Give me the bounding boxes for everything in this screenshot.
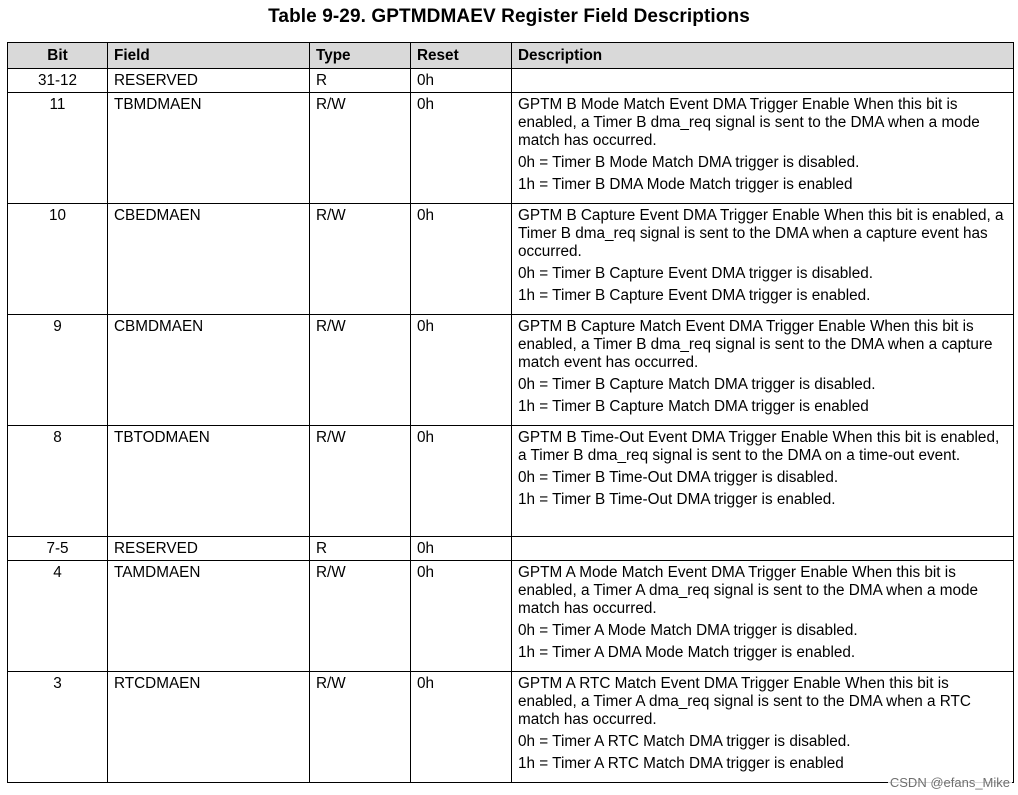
enum-value-0: 0h = Timer A Mode Match DMA trigger is disabled.	[518, 622, 858, 639]
cell-bit: 7-5	[8, 537, 108, 561]
cell-reset: 0h	[411, 93, 512, 204]
column-header-field: Field	[108, 43, 310, 69]
cell-bit: 11	[8, 93, 108, 204]
enum-value-0: 0h = Timer B Capture Event DMA trigger is disabled.	[518, 265, 873, 282]
cell-description	[512, 672, 1014, 783]
column-header-reset: Reset	[411, 43, 512, 69]
cell-reset: 0h	[411, 537, 512, 561]
cell-bit: 31-12	[8, 69, 108, 93]
cell-field: TBTODMAEN	[108, 426, 310, 537]
cell-reset: 0h	[411, 561, 512, 672]
cell-field: CBEDMAEN	[108, 204, 310, 315]
cell-description	[512, 537, 1014, 561]
enum-value-0: 0h = Timer B Time-Out DMA trigger is disabled.	[518, 469, 839, 486]
cell-reset: 0h	[411, 672, 512, 783]
description-text: GPTM B Mode Match Event DMA Trigger Enable When this bit is enabled, a Timer B dma_req signal is sent to the DMA when a mode match has occurred.	[518, 96, 980, 149]
table-row	[8, 315, 1014, 426]
table-row	[8, 537, 1014, 561]
table-row	[8, 93, 1014, 204]
enum-value-1: 1h = Timer B Time-Out DMA trigger is enabled.	[518, 491, 836, 508]
table-title: Table 9-29. GPTMDMAEV Register Field Descriptions	[268, 6, 750, 27]
enum-value-0: 0h = Timer A RTC Match DMA trigger is disabled.	[518, 733, 851, 750]
cell-bit: 3	[8, 672, 108, 783]
cell-description	[512, 69, 1014, 93]
column-header-type: Type	[310, 43, 411, 69]
cell-description	[512, 93, 1014, 204]
enum-value-1: 1h = Timer A RTC Match DMA trigger is enabled	[518, 755, 844, 772]
cell-description	[512, 426, 1014, 537]
cell-type: R/W	[310, 315, 411, 426]
enum-value-0: 0h = Timer B Capture Match DMA trigger is disabled.	[518, 376, 876, 393]
description-text: GPTM B Time-Out Event DMA Trigger Enable When this bit is enabled, a Timer B dma_req signal is sent to the DMA on a time-out event.	[518, 429, 1000, 464]
register-field-table	[7, 42, 1014, 783]
cell-field: RESERVED	[108, 69, 310, 93]
description-text: GPTM A RTC Match Event DMA Trigger Enable When this bit is enabled, a Timer A dma_req signal is sent to the DMA when a RTC match has occurred.	[518, 675, 971, 728]
cell-field: TBMDMAEN	[108, 93, 310, 204]
column-header-description: Description	[512, 43, 1014, 69]
cell-reset: 0h	[411, 315, 512, 426]
cell-bit: 9	[8, 315, 108, 426]
cell-bit: 4	[8, 561, 108, 672]
cell-description	[512, 315, 1014, 426]
cell-description	[512, 561, 1014, 672]
cell-field: CBMDMAEN	[108, 315, 310, 426]
table-row	[8, 69, 1014, 93]
cell-type: R/W	[310, 204, 411, 315]
enum-value-1: 1h = Timer A DMA Mode Match trigger is enabled.	[518, 644, 856, 661]
cell-field: TAMDMAEN	[108, 561, 310, 672]
cell-field: RTCDMAEN	[108, 672, 310, 783]
table-row	[8, 561, 1014, 672]
enum-value-1: 1h = Timer B DMA Mode Match trigger is enabled	[518, 176, 853, 193]
cell-reset: 0h	[411, 426, 512, 537]
cell-field: RESERVED	[108, 537, 310, 561]
cell-bit: 8	[8, 426, 108, 537]
cell-type: R/W	[310, 672, 411, 783]
cell-type: R/W	[310, 93, 411, 204]
enum-value-1: 1h = Timer B Capture Match DMA trigger is enabled	[518, 398, 869, 415]
watermark: CSDN @efans_Mike	[889, 775, 1010, 790]
cell-type: R	[310, 69, 411, 93]
table-row	[8, 426, 1014, 537]
cell-bit: 10	[8, 204, 108, 315]
table-row	[8, 204, 1014, 315]
cell-description	[512, 204, 1014, 315]
enum-value-0: 0h = Timer B Mode Match DMA trigger is disabled.	[518, 154, 860, 171]
enum-value-1: 1h = Timer B Capture Event DMA trigger is enabled.	[518, 287, 871, 304]
cell-type: R/W	[310, 561, 411, 672]
cell-reset: 0h	[411, 69, 512, 93]
description-text: GPTM A Mode Match Event DMA Trigger Enable When this bit is enabled, a Timer A dma_req signal is sent to the DMA when a mode match has occurred.	[518, 564, 979, 617]
cell-type: R/W	[310, 426, 411, 537]
column-header-bit: Bit	[8, 43, 108, 69]
description-text: GPTM B Capture Match Event DMA Trigger Enable When this bit is enabled, a Timer B dma_req signal is sent to the DMA when a capture match event has occurred.	[518, 318, 993, 371]
table-header-row	[8, 43, 1014, 69]
cell-type: R	[310, 537, 411, 561]
description-text: GPTM B Capture Event DMA Trigger Enable When this bit is enabled, a Timer B dma_req signal is sent to the DMA when a capture event has occurred.	[518, 207, 1004, 260]
cell-reset: 0h	[411, 204, 512, 315]
table-row	[8, 672, 1014, 783]
